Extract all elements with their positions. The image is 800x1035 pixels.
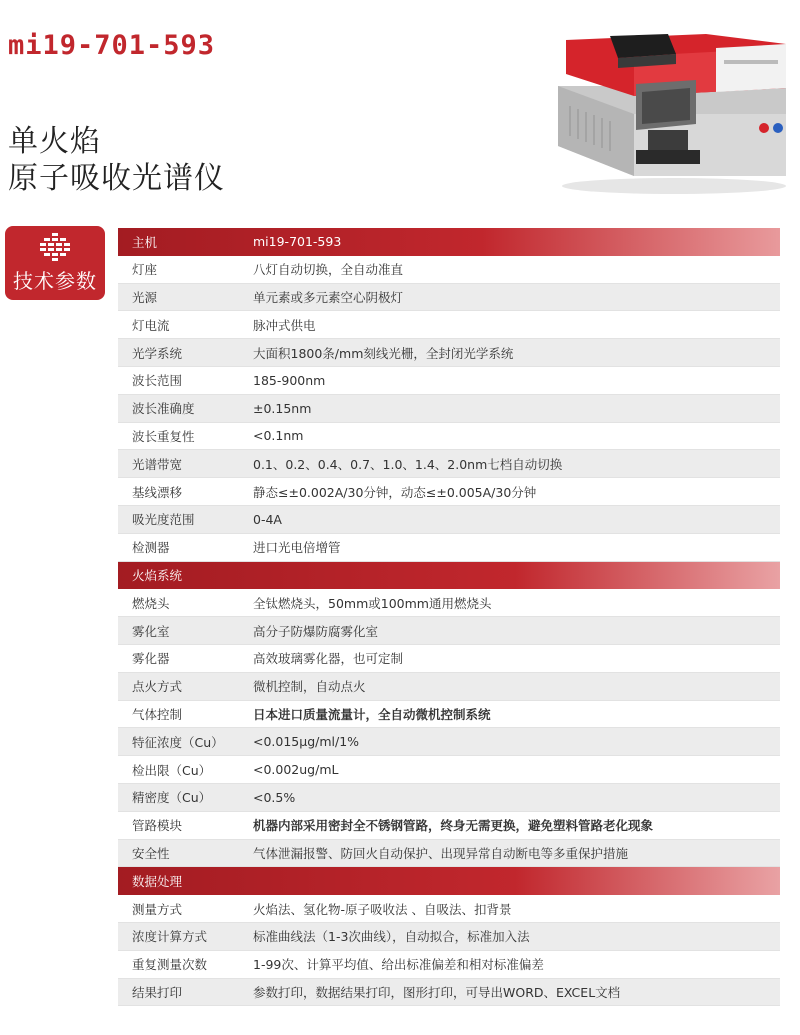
row-value: <0.015μg/ml/1% bbox=[253, 734, 360, 750]
row-value: <0.1nm bbox=[253, 428, 304, 444]
row-value: ±0.15nm bbox=[253, 400, 312, 416]
badge-label: 技术参数 bbox=[13, 268, 97, 293]
row-value: <0.002ug/mL bbox=[253, 762, 339, 778]
row-key: 点火方式 bbox=[132, 679, 183, 695]
table-row bbox=[118, 756, 780, 784]
row-key: 波长范围 bbox=[132, 373, 183, 389]
row-key: 光学系统 bbox=[132, 345, 183, 361]
table-row bbox=[118, 423, 780, 451]
header-value: mi19-701-593 bbox=[253, 234, 342, 250]
section-title: 数据处理 bbox=[132, 874, 183, 890]
table-row bbox=[118, 673, 780, 701]
row-key: 检测器 bbox=[132, 540, 170, 556]
section-title: 火焰系统 bbox=[132, 568, 183, 584]
row-value: 全钛燃烧头，50mm或100mm通用燃烧头 bbox=[253, 595, 492, 611]
row-value: 参数打印，数据结果打印，图形打印，可导出WORD、EXCEL文档 bbox=[253, 984, 621, 1000]
row-value: 八灯自动切换，全自动准直 bbox=[253, 262, 404, 278]
row-value: 进口光电倍增管 bbox=[253, 540, 341, 556]
row-value: 微机控制，自动点火 bbox=[253, 679, 366, 695]
row-value: 静态≤±0.002A/30分钟，动态≤±0.005A/30分钟 bbox=[253, 484, 537, 500]
model-number: mi19-701-593 bbox=[8, 30, 216, 61]
table-row bbox=[118, 979, 780, 1007]
table-row bbox=[118, 450, 780, 478]
table-row bbox=[118, 506, 780, 534]
table-row bbox=[118, 284, 780, 312]
product-title-line2: 原子吸收光谱仪 bbox=[8, 161, 225, 196]
row-value: 气体泄漏报警、防回火自动保护、出现异常自动断电等多重保护措施 bbox=[253, 845, 629, 861]
table-row bbox=[118, 367, 780, 395]
section-header-data bbox=[118, 867, 780, 895]
row-value: 单元素或多元素空心阴极灯 bbox=[253, 289, 404, 305]
row-value: 0-4A bbox=[253, 511, 282, 527]
table-row bbox=[118, 923, 780, 951]
row-key: 灯座 bbox=[132, 262, 158, 278]
table-row bbox=[118, 812, 780, 840]
table-row bbox=[118, 256, 780, 284]
row-key: 雾化器 bbox=[132, 651, 170, 667]
table-row bbox=[118, 645, 780, 673]
row-value: 1-99次、计算平均值、给出标准偏差和相对标准偏差 bbox=[253, 957, 544, 973]
table-row bbox=[118, 728, 780, 756]
row-value: 高效玻璃雾化器，也可定制 bbox=[253, 651, 404, 667]
row-key: 吸光度范围 bbox=[132, 512, 195, 528]
row-value: 0.1、0.2、0.4、0.7、1.0、1.4、2.0nm七档自动切换 bbox=[253, 456, 563, 472]
row-key: 管路模块 bbox=[132, 818, 183, 834]
row-key: 基线漂移 bbox=[132, 484, 183, 500]
row-key: 重复测量次数 bbox=[132, 957, 208, 973]
row-key: 检出限（Cu） bbox=[132, 762, 212, 778]
row-key: 结果打印 bbox=[132, 984, 183, 1000]
row-value: <0.5% bbox=[253, 789, 296, 805]
equalizer-bars-icon bbox=[40, 233, 70, 261]
row-value: 标准曲线法（1-3次曲线），自动拟合，标准加入法 bbox=[253, 929, 530, 945]
row-value: 脉冲式供电 bbox=[253, 317, 316, 333]
row-value: 大面积1800条/mm刻线光栅，全封闭光学系统 bbox=[253, 345, 514, 361]
row-key: 气体控制 bbox=[132, 706, 183, 722]
row-value: 高分子防爆防腐雾化室 bbox=[253, 623, 379, 639]
row-value: 185-900nm bbox=[253, 372, 326, 388]
table-row bbox=[118, 895, 780, 923]
table-row bbox=[118, 589, 780, 617]
row-key: 浓度计算方式 bbox=[132, 929, 208, 945]
instrument-photo bbox=[536, 26, 798, 198]
row-value: 日本进口质量流量计，全自动微机控制系统 bbox=[253, 706, 491, 722]
header-key: 主机 bbox=[132, 234, 158, 250]
row-key: 精密度（Cu） bbox=[132, 790, 212, 806]
table-row bbox=[118, 478, 780, 506]
table-row bbox=[118, 534, 780, 562]
row-value: 机器内部采用密封全不锈钢管路，终身无需更换，避免塑料管路老化现象 bbox=[253, 818, 654, 834]
table-header-row bbox=[118, 228, 780, 256]
row-key: 雾化室 bbox=[132, 623, 170, 639]
row-key: 安全性 bbox=[132, 845, 170, 861]
table-row bbox=[118, 784, 780, 812]
table-row bbox=[118, 701, 780, 729]
row-key: 光源 bbox=[132, 289, 158, 305]
table-row bbox=[118, 617, 780, 645]
table-row bbox=[118, 339, 780, 367]
technical-parameters-badge bbox=[5, 226, 105, 300]
section-header-flame bbox=[118, 562, 780, 590]
spec-table bbox=[118, 228, 780, 1006]
row-key: 波长准确度 bbox=[132, 401, 195, 417]
row-key: 灯电流 bbox=[132, 317, 170, 333]
table-row bbox=[118, 311, 780, 339]
table-row bbox=[118, 951, 780, 979]
row-key: 波长重复性 bbox=[132, 428, 195, 444]
row-key: 特征浓度（Cu） bbox=[132, 734, 224, 750]
row-key: 燃烧头 bbox=[132, 595, 170, 611]
table-row bbox=[118, 840, 780, 868]
product-title-line1: 单火焰 bbox=[8, 124, 101, 159]
table-row bbox=[118, 395, 780, 423]
row-key: 光谱带宽 bbox=[132, 456, 183, 472]
row-key: 测量方式 bbox=[132, 901, 183, 917]
row-value: 火焰法、氢化物-原子吸收法 、自吸法、扣背景 bbox=[253, 901, 512, 917]
